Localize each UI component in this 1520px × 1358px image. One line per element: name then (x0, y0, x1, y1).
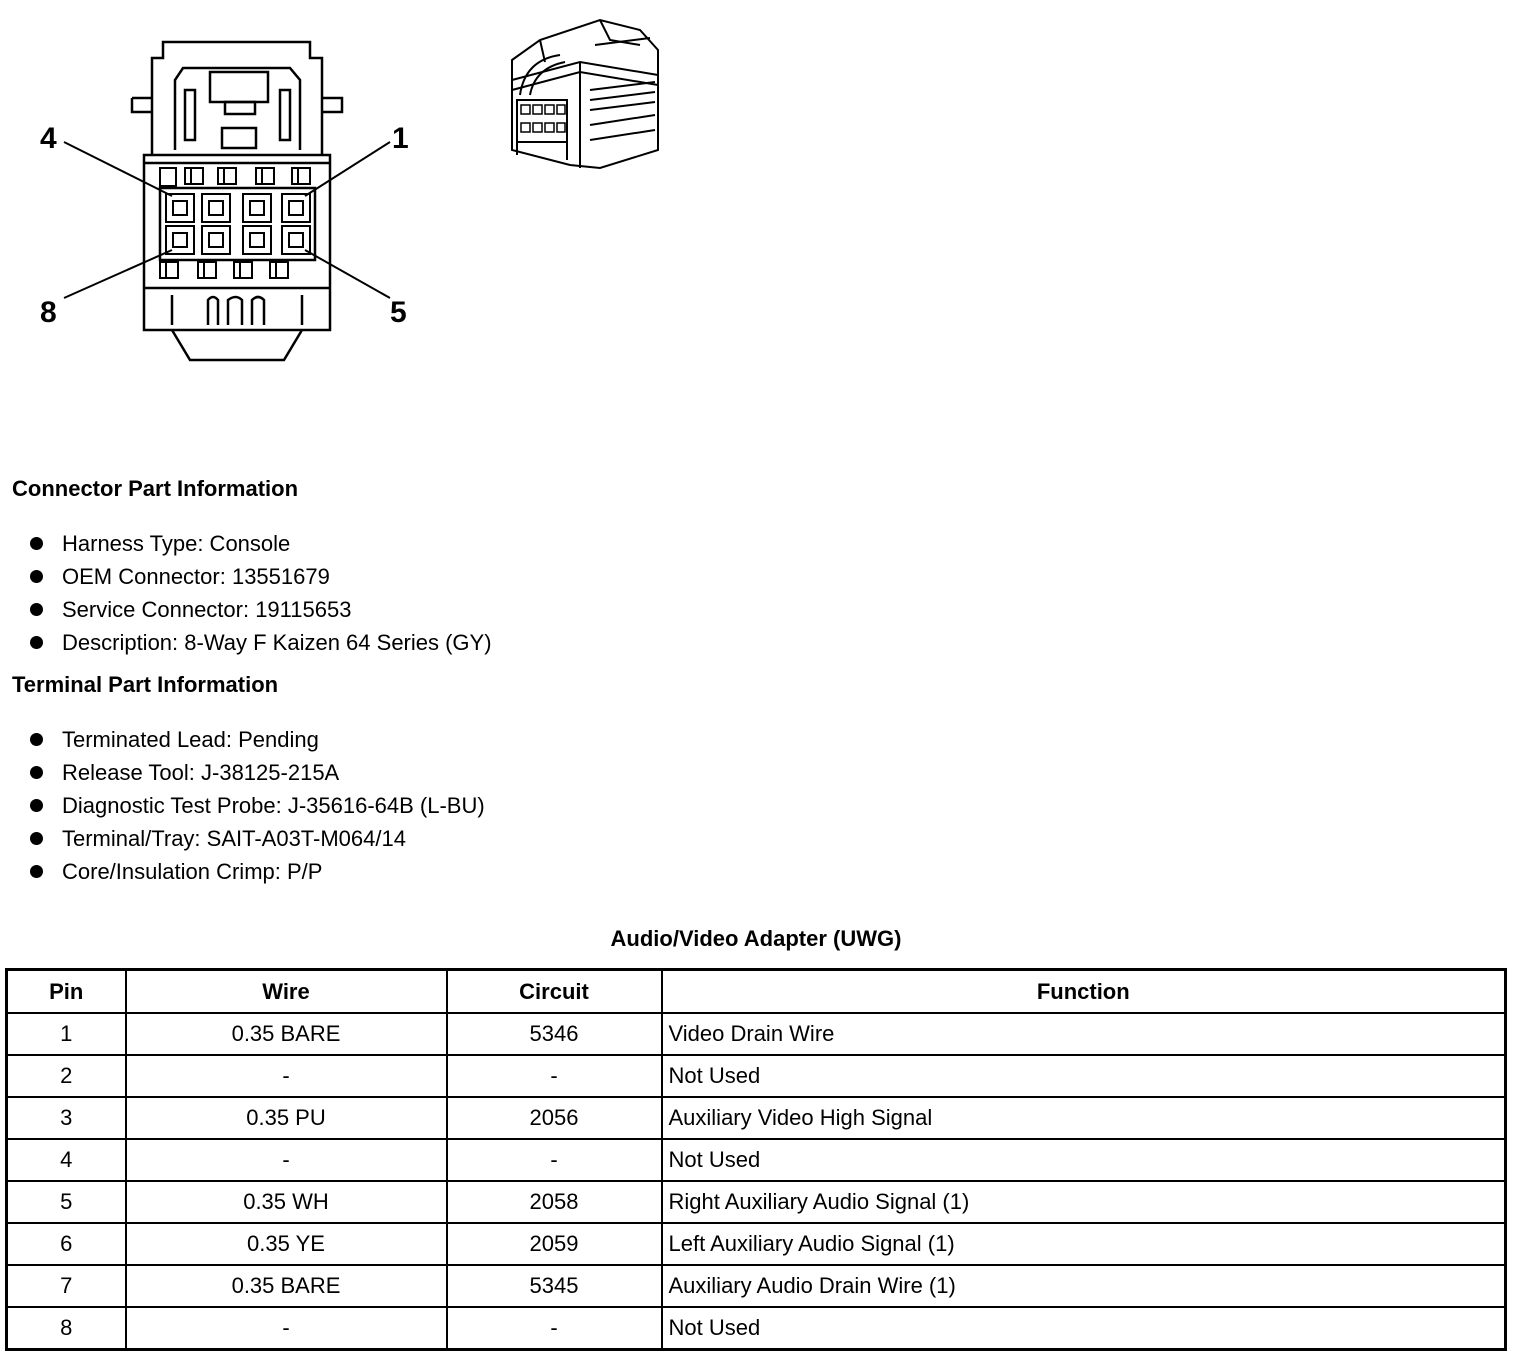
connector-info-list (30, 527, 492, 659)
column-header-pin: Pin (7, 970, 126, 1014)
wire-cell: 0.35 BARE (126, 1013, 447, 1055)
pinout-table (5, 968, 1507, 1351)
list-item: OEM Connector: 13551679 (30, 560, 492, 593)
list-item: Harness Type: Console (30, 527, 492, 560)
column-header-function: Function (662, 970, 1506, 1014)
table-row (7, 1181, 1506, 1223)
wire-cell: - (126, 1307, 447, 1350)
connector-iso-view (512, 20, 658, 168)
circuit-cell: 5346 (447, 1013, 662, 1055)
circuit-cell: 2056 (447, 1097, 662, 1139)
pin-cell: 5 (7, 1181, 126, 1223)
list-item: Core/Insulation Crimp: P/P (30, 855, 485, 888)
function-cell: Not Used (662, 1139, 1506, 1181)
pin-cell: 4 (7, 1139, 126, 1181)
table-row (7, 1265, 1506, 1307)
wire-cell: 0.35 BARE (126, 1265, 447, 1307)
circuit-cell: - (447, 1055, 662, 1097)
list-item: Terminal/Tray: SAIT-A03T-M064/14 (30, 822, 485, 855)
function-cell: Video Drain Wire (662, 1013, 1506, 1055)
pin-label-4: 4 (40, 122, 57, 155)
pin-cell: 3 (7, 1097, 126, 1139)
column-header-wire: Wire (126, 970, 447, 1014)
pin-cell: 6 (7, 1223, 126, 1265)
terminal-info-list (30, 723, 485, 888)
function-cell: Not Used (662, 1055, 1506, 1097)
wire-cell: - (126, 1055, 447, 1097)
pin-cell: 2 (7, 1055, 126, 1097)
function-cell: Not Used (662, 1307, 1506, 1350)
connector-face-diagram (0, 0, 680, 380)
table-row (7, 1223, 1506, 1265)
list-item: Description: 8-Way F Kaizen 64 Series (GY) (30, 626, 492, 659)
function-cell: Left Auxiliary Audio Signal (1) (662, 1223, 1506, 1265)
list-item: Service Connector: 19115653 (30, 593, 492, 626)
table-title: Audio/Video Adapter (UWG) (610, 926, 902, 951)
pin-label-5: 5 (390, 296, 407, 329)
wire-cell: - (126, 1139, 447, 1181)
function-cell: Auxiliary Video High Signal (662, 1097, 1506, 1139)
table-row (7, 1307, 1506, 1350)
circuit-cell: 2058 (447, 1181, 662, 1223)
function-cell: Right Auxiliary Audio Signal (1) (662, 1181, 1506, 1223)
wire-cell: 0.35 YE (126, 1223, 447, 1265)
column-header-circuit: Circuit (447, 970, 662, 1014)
table-row (7, 1097, 1506, 1139)
terminal-info-title: Terminal Part Information (12, 672, 279, 697)
pin-cell: 1 (7, 1013, 126, 1055)
function-cell: Auxiliary Audio Drain Wire (1) (662, 1265, 1506, 1307)
wire-cell: 0.35 WH (126, 1181, 447, 1223)
table-header-row (7, 970, 1506, 1014)
list-item: Terminated Lead: Pending (30, 723, 485, 756)
circuit-cell: 2059 (447, 1223, 662, 1265)
table-row (7, 1139, 1506, 1181)
circuit-cell: - (447, 1307, 662, 1350)
pin-label-8: 8 (40, 296, 57, 329)
pin-cell: 7 (7, 1265, 126, 1307)
circuit-cell: 5345 (447, 1265, 662, 1307)
connector-info-title: Connector Part Information (12, 476, 299, 501)
circuit-cell: - (447, 1139, 662, 1181)
table-row (7, 1013, 1506, 1055)
table-row (7, 1055, 1506, 1097)
list-item: Release Tool: J-38125-215A (30, 756, 485, 789)
pin-cell: 8 (7, 1307, 126, 1350)
pin-label-1: 1 (392, 122, 409, 155)
list-item: Diagnostic Test Probe: J-35616-64B (L-BU) (30, 789, 485, 822)
wire-cell: 0.35 PU (126, 1097, 447, 1139)
